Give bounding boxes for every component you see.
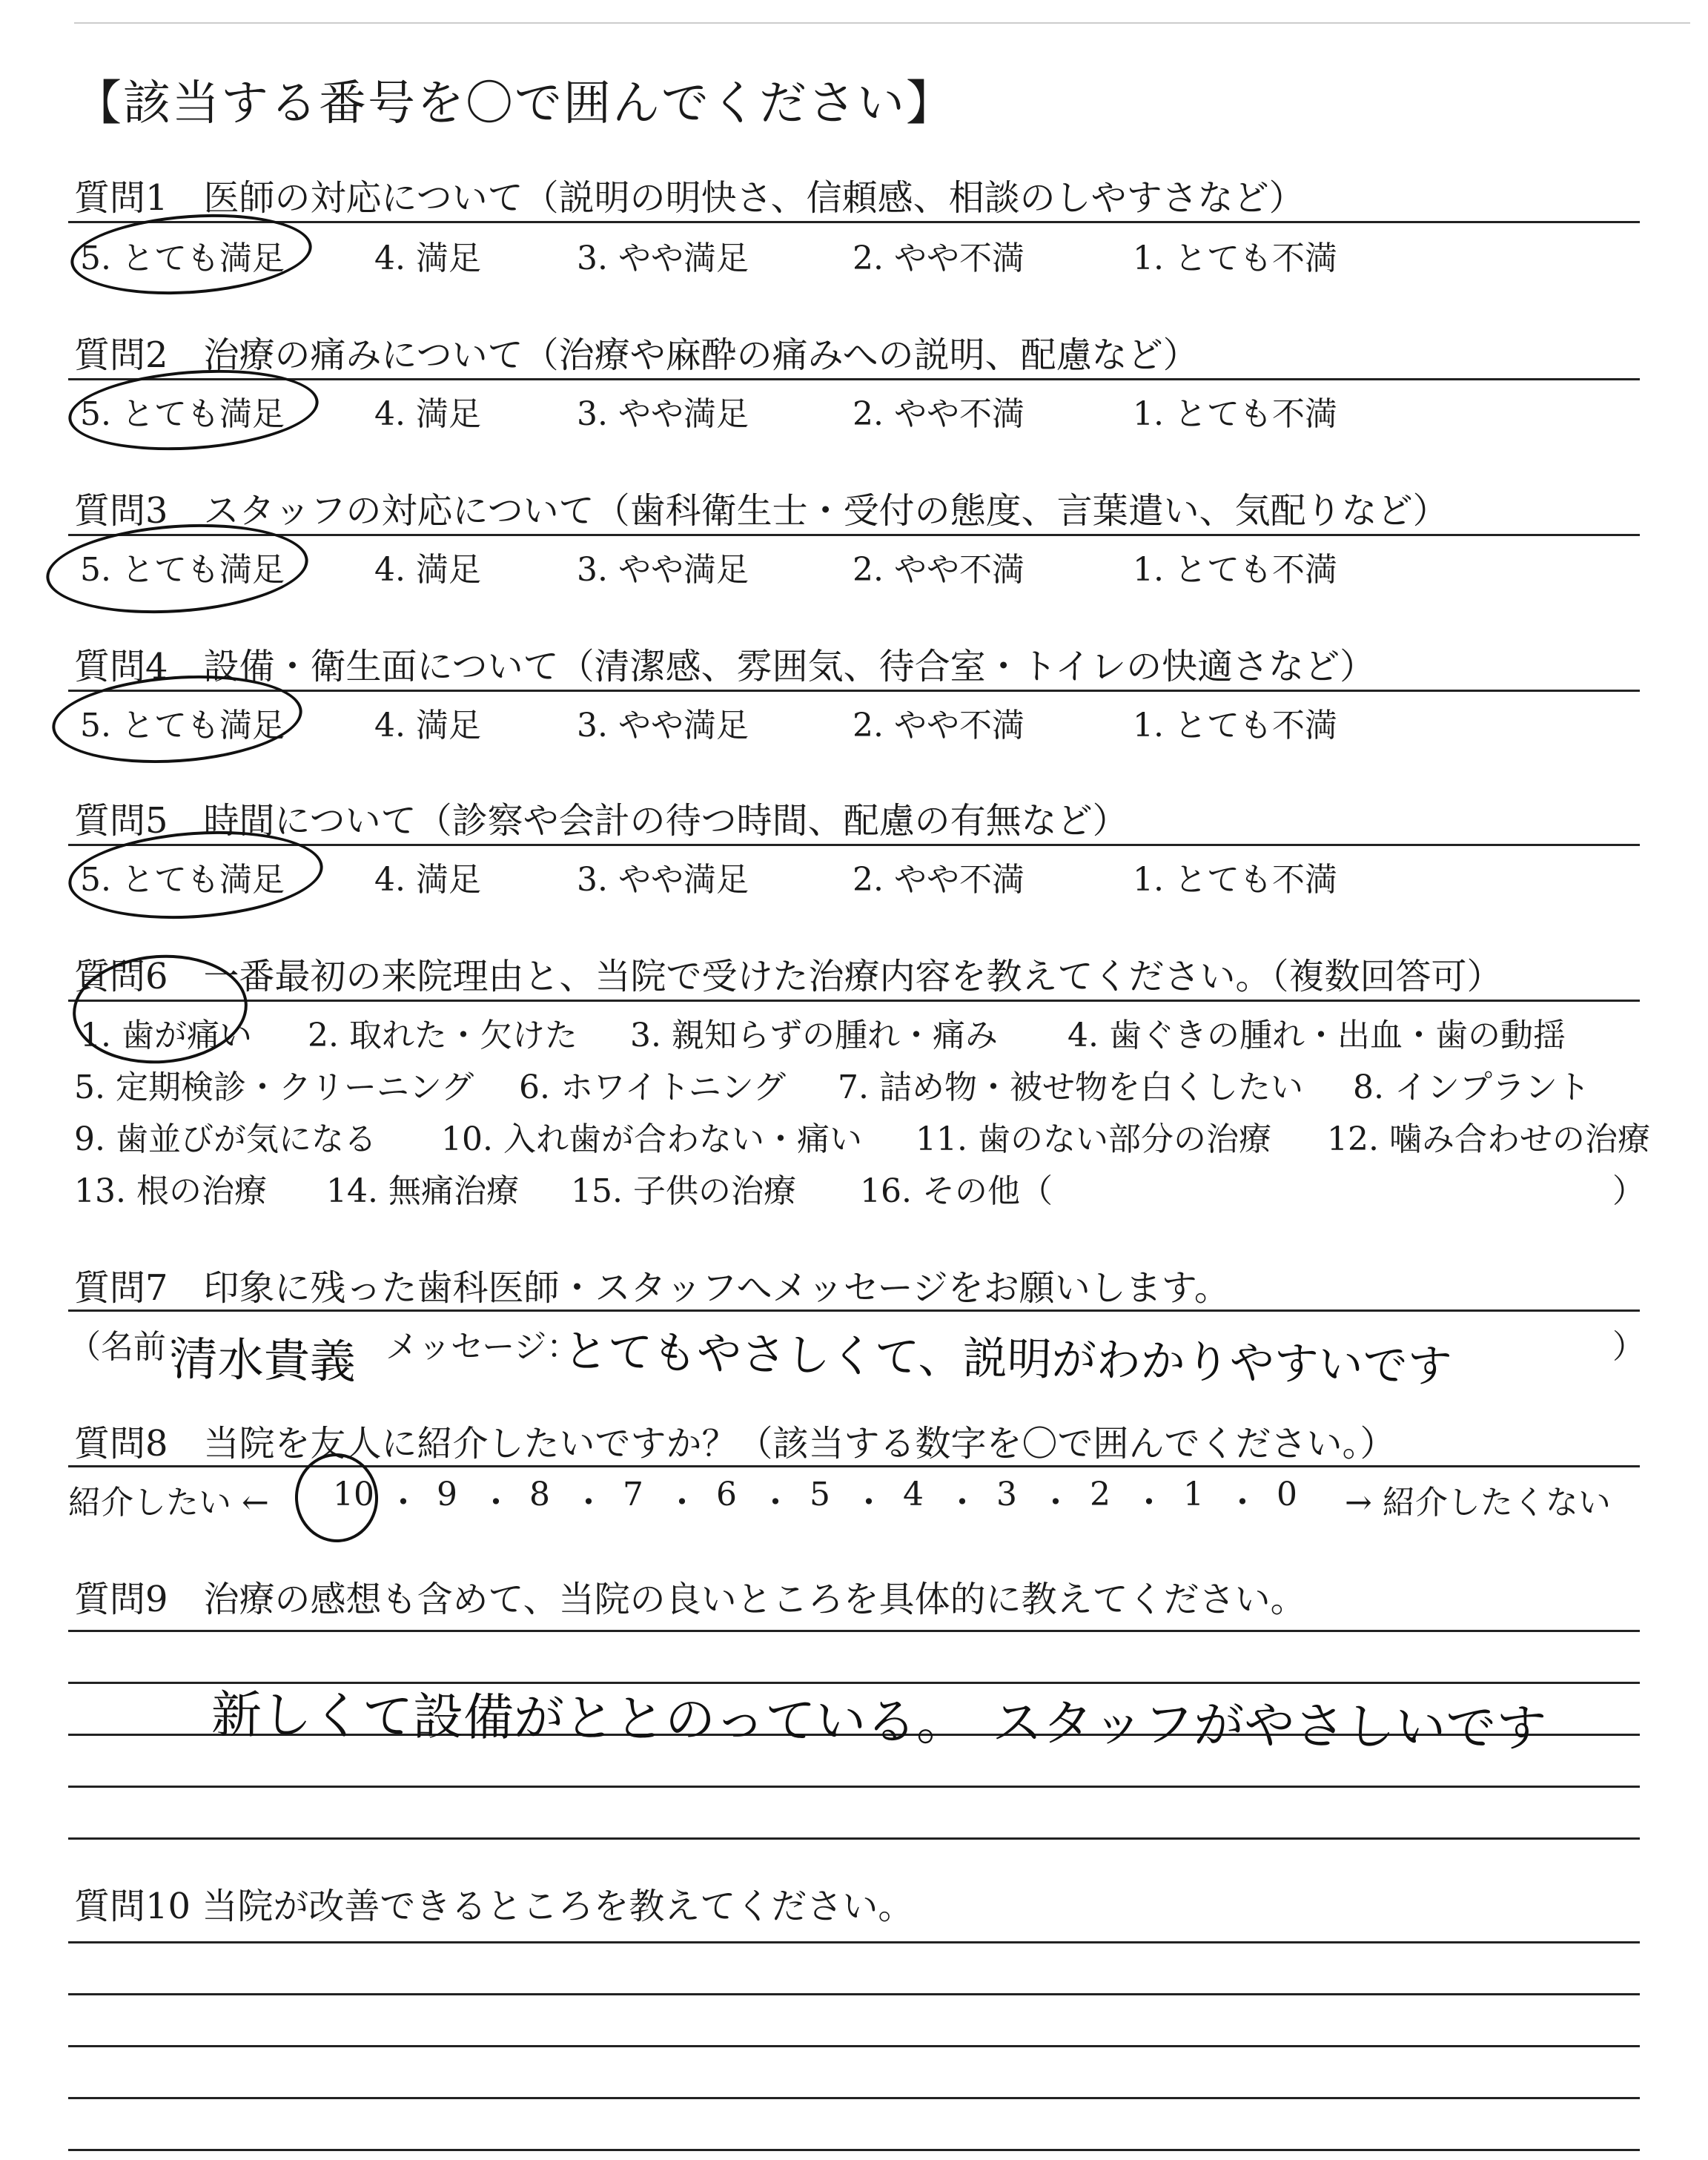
question-6-heading: 質問6 一番最初の来院理由と、当院で受けた治療内容を教えてください。（複数回答可） [74,956,1503,997]
q6-option-6[interactable]: 6. ホワイトニング [519,1069,787,1106]
q8-separator-dot: ・ [572,1484,605,1522]
q6-option-8[interactable]: 8. インプラント [1353,1069,1590,1106]
q10-answer-line-3 [68,2045,1640,2047]
q6-option-2[interactable]: 2. 取れた・欠けた [308,1017,577,1054]
q4-option-2[interactable]: 2. やや不満 [853,707,1025,744]
q5-option-2[interactable]: 2. やや不満 [853,861,1025,899]
q2-option-3[interactable]: 3. やや満足 [577,395,749,433]
q6-option-5[interactable]: 5. 定期検診・クリーニング [74,1069,474,1106]
q6-option-9[interactable]: 9. 歯並びが気になる [74,1120,377,1158]
q5-option-4[interactable]: 4. 満足 [374,861,481,899]
q5-option-5[interactable]: 5. とても満足 [80,861,285,899]
q6-option-16[interactable]: 16. その他（ [860,1172,1053,1210]
q1-option-5[interactable]: 5. とても満足 [80,240,285,277]
q8-separator-dot: ・ [666,1484,698,1522]
q8-separator-dot: ・ [480,1484,512,1522]
q6-option-7[interactable]: 7. 詰め物・被せ物を白くしたい [838,1069,1303,1106]
q4-option-1[interactable]: 1. とても不満 [1133,707,1337,744]
question-6-rule [68,1000,1640,1002]
q4-option-3[interactable]: 3. やや満足 [577,707,749,744]
q8-scale-3[interactable]: 3 [996,1476,1017,1513]
question-4-options [74,698,1646,743]
question-5-heading: 質問5 時間について（診察や会計の待つ時間、配慮の有無など） [74,800,1128,842]
q8-separator-dot: ・ [853,1484,885,1522]
q6-option-3[interactable]: 3. 親知らずの腫れ・痛み [630,1017,998,1054]
q10-answer-line-2 [68,1993,1640,1995]
q8-right-label: → 紹介したくない [1345,1484,1611,1522]
question-4-heading: 質問4 設備・衛生面について（清潔感、雰囲気、待合室・トイレの快適さなど） [74,646,1376,687]
q8-scale-4[interactable]: 4 [903,1476,924,1513]
q8-scale-6[interactable]: 6 [716,1476,737,1513]
q3-option-4[interactable]: 4. 満足 [374,551,481,589]
q7-handwritten-name: 清水貴義 [171,1331,357,1390]
question-6-row-3 [74,1112,1650,1158]
q1-option-3[interactable]: 3. やや満足 [577,240,749,277]
q10-answer-line-1 [68,1941,1640,1943]
question-3-options [74,543,1646,587]
q7-handwritten-message: とてもやさしくて、説明がわかりやすいです [563,1325,1453,1393]
question-7-rule [68,1309,1640,1312]
q8-separator-dot: ・ [387,1484,420,1522]
q8-scale-2[interactable]: 2 [1090,1476,1110,1513]
question-6-row-4 [74,1164,1646,1209]
q9-answer-line-4 [68,1786,1640,1788]
question-1-rule [68,221,1640,223]
q8-scale-0[interactable]: 0 [1277,1476,1297,1513]
q3-option-2[interactable]: 2. やや不満 [853,551,1025,589]
q8-scale-8[interactable]: 8 [529,1476,550,1513]
q8-separator-dot: ・ [1039,1484,1072,1522]
q2-option-5[interactable]: 5. とても満足 [80,395,285,433]
q8-separator-dot: ・ [759,1484,792,1522]
q3-option-1[interactable]: 1. とても不満 [1133,551,1337,589]
q8-separator-dot: ・ [1133,1484,1165,1522]
q6-other-close-paren: ） [1612,1172,1645,1210]
q9-answer-line-1 [68,1630,1640,1632]
question-9-heading: 質問9 治療の感想も含めて、当院の良いところを具体的に教えてください。 [74,1579,1306,1620]
page-top-edge [74,22,1690,24]
q2-option-1[interactable]: 1. とても不満 [1133,395,1337,433]
q10-answer-line-5 [68,2149,1640,2151]
q6-option-4[interactable]: 4. 歯ぐきの腫れ・出血・歯の動揺 [1068,1017,1566,1054]
q6-option-10[interactable]: 10. 入れ歯が合わない・痛い [441,1120,862,1158]
question-2-heading: 質問2 治療の痛みについて（治療や麻酔の痛みへの説明、配慮など） [74,334,1199,376]
q8-separator-dot: ・ [946,1484,979,1522]
q4-option-4[interactable]: 4. 満足 [374,707,481,744]
question-6-row-1 [74,1008,1646,1053]
q5-option-1[interactable]: 1. とても不満 [1133,861,1337,899]
q8-scale-1[interactable]: 1 [1183,1476,1204,1513]
question-8-rule [68,1465,1640,1467]
q6-option-12[interactable]: 12. 噛み合わせの治療 [1327,1120,1650,1158]
question-6-row-2 [74,1060,1646,1105]
question-1-heading: 質問1 医師の対応について（説明の明快さ、信頼感、相談のしやすさなど） [74,177,1305,219]
q6-option-13[interactable]: 13. 根の治療 [74,1172,267,1210]
q7-message-label: メッセージ： [385,1328,580,1366]
q8-scale-10[interactable]: 10 [333,1476,374,1513]
q6-option-1[interactable]: 1. 歯が痛い [80,1017,252,1054]
question-2-rule [68,378,1640,380]
q1-option-1[interactable]: 1. とても不満 [1133,240,1337,277]
q3-option-5[interactable]: 5. とても満足 [80,551,285,589]
q2-option-4[interactable]: 4. 満足 [374,395,481,433]
q7-close-paren: ） [1612,1328,1645,1366]
q1-option-2[interactable]: 2. やや不満 [853,240,1025,277]
q10-answer-line-4 [68,2097,1640,2099]
q8-scale-7[interactable]: 7 [623,1476,643,1513]
q9-handwritten-answer: 新しくて設備がととのっている。 スタッフがやさしいです [211,1685,1547,1759]
question-3-rule [68,534,1640,536]
q9-answer-line-5 [68,1837,1640,1840]
question-3-heading: 質問3 スタッフの対応について（歯科衛生士・受付の態度、言葉遣い、気配りなど） [74,490,1449,532]
q8-scale-9[interactable]: 9 [437,1476,457,1513]
q8-separator-dot: ・ [1226,1484,1259,1522]
q4-option-5[interactable]: 5. とても満足 [80,707,285,744]
page-title: 【該当する番号を〇で囲んでください】 [74,76,955,131]
q6-option-14[interactable]: 14. 無痛治療 [326,1172,519,1210]
q8-scale-5[interactable]: 5 [810,1476,830,1513]
question-8-heading: 質問8 当院を友人に紹介したいですか？（該当する数字を〇で囲んでください。） [74,1423,1396,1464]
q2-option-2[interactable]: 2. やや不満 [853,395,1025,433]
q3-option-3[interactable]: 3. やや満足 [577,551,749,589]
q6-option-11[interactable]: 11. 歯のない部分の治療 [916,1120,1271,1158]
q5-option-3[interactable]: 3. やや満足 [577,861,749,899]
q8-left-label: 紹介したい ← [68,1484,269,1522]
q1-option-4[interactable]: 4. 満足 [374,240,481,277]
question-4-rule [68,690,1640,692]
question-10-heading: 質問10 当院が改善できるところを教えてください。 [74,1886,914,1927]
question-7-heading: 質問7 印象に残った歯科医師・スタッフへメッセージをお願いします。 [74,1267,1230,1309]
q6-option-15[interactable]: 15. 子供の治療 [571,1172,796,1210]
q7-name-label: （名前： [68,1328,199,1366]
